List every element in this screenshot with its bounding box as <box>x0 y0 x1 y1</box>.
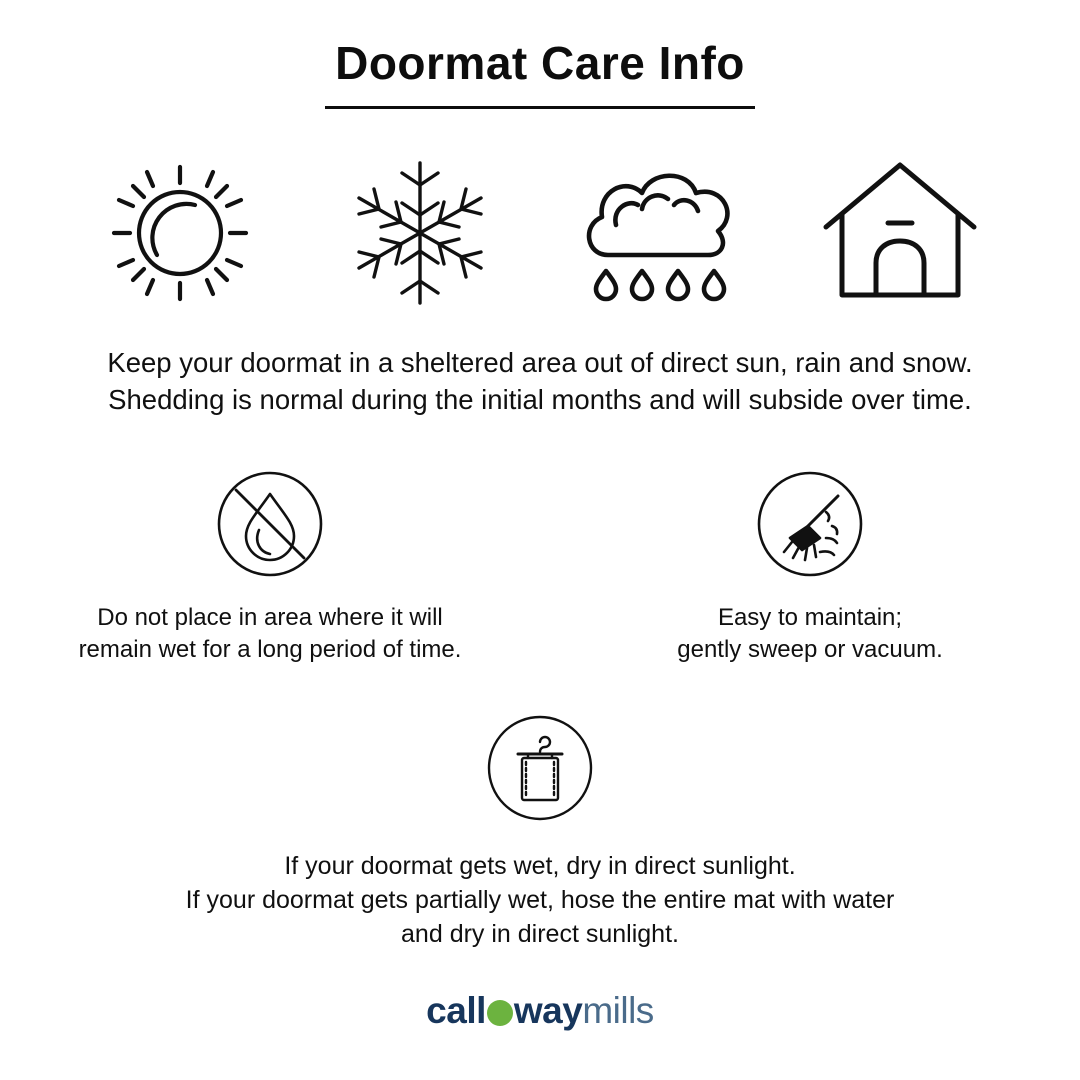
brand-logo-part-1: call <box>426 990 486 1031</box>
tip-hang-dry-line-2: If your doormat gets partially wet, hose the entire mat with water <box>185 885 895 914</box>
hang-dry-icon <box>484 712 596 824</box>
broom-sweep-icon <box>754 468 866 580</box>
brand-logo-dot-icon <box>487 1000 513 1026</box>
tip-sweep <box>540 468 1080 665</box>
tips-row <box>0 468 1080 665</box>
tip-no-water <box>0 468 540 665</box>
brand-logo-part-2: way <box>513 990 583 1031</box>
tip-no-water-caption <box>79 602 462 665</box>
tip-no-water-line-1: Do not place in area where it will <box>97 604 443 631</box>
tip-sweep-line-1: Easy to maintain; <box>717 604 903 631</box>
brand-logo <box>0 990 1080 1032</box>
sun-icon <box>90 150 270 315</box>
tip-hang-dry-line-1: If your doormat gets wet, dry in direct sunlight. <box>284 852 796 880</box>
tip-sweep-line-2: gently sweep or vacuum. <box>677 635 943 663</box>
tip-no-water-line-2: remain wet for a long period of time. <box>78 635 462 663</box>
page-title-wrap <box>0 36 1080 109</box>
snowflake-icon <box>330 150 510 315</box>
weather-icon-row <box>90 150 990 315</box>
tip-hang-dry <box>0 712 1080 951</box>
lead-line-2: Shedding is normal during the initial months and will subside over time. <box>108 383 972 415</box>
brand-logo-part-3: mills <box>582 990 654 1031</box>
page-title: Doormat Care Info <box>325 36 755 109</box>
lead-paragraph <box>40 345 1040 418</box>
rain-cloud-icon <box>570 150 750 315</box>
tip-sweep-caption <box>677 602 942 665</box>
tip-hang-dry-line-3: and dry in direct sunlight. <box>401 919 679 948</box>
no-water-icon <box>214 468 326 580</box>
tip-hang-dry-caption <box>186 850 895 951</box>
lead-line-1: Keep your doormat in a sheltered area out of direct sun, rain and snow. <box>107 347 973 378</box>
house-icon <box>810 150 990 315</box>
